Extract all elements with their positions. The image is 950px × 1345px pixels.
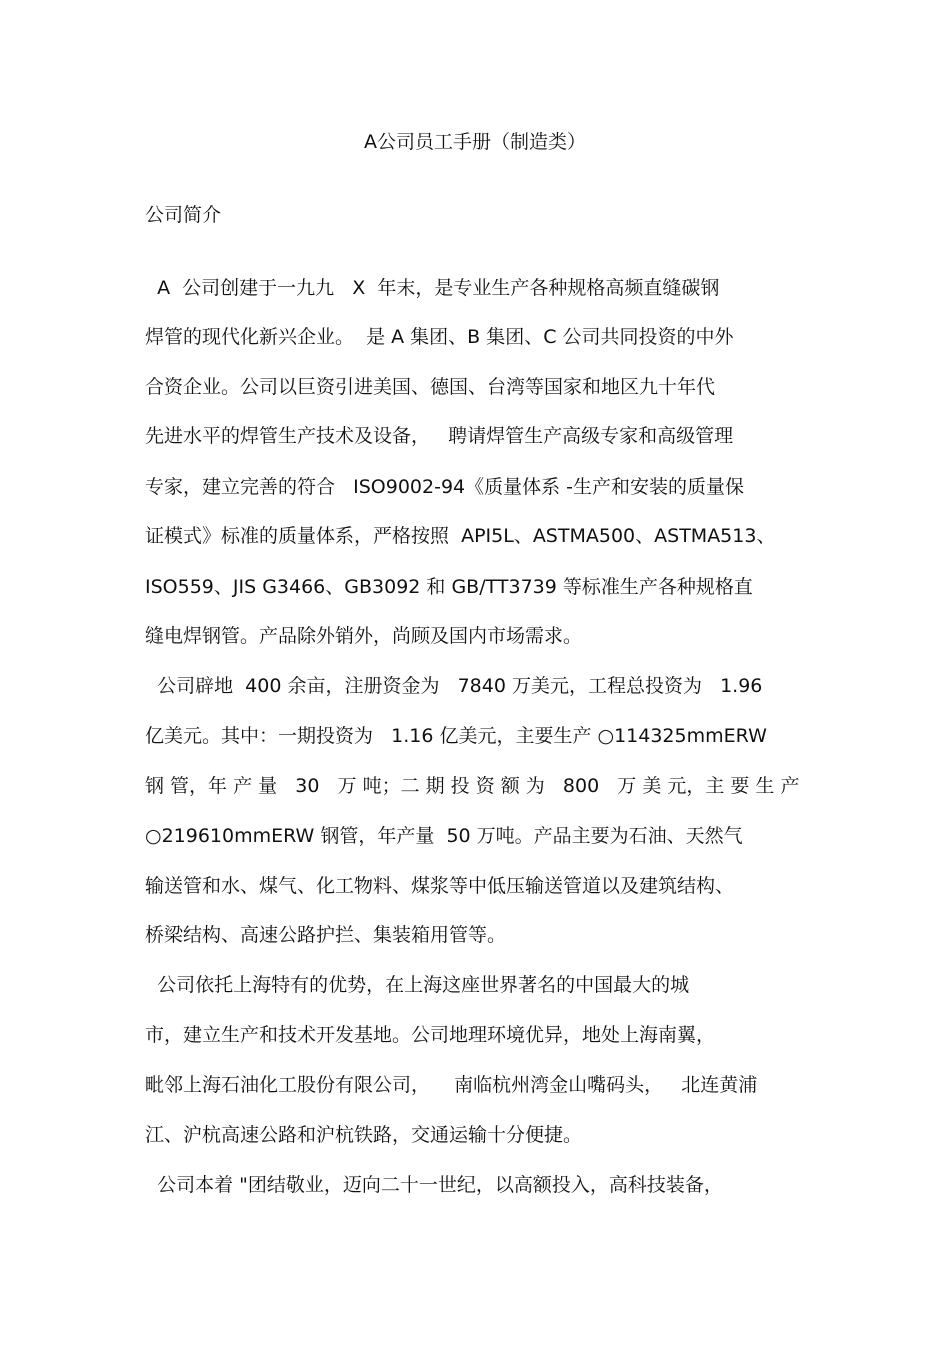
paragraph-1-line-4: 先进水平的焊管生产技术及设备， 聘请焊管生产高级专家和高级管理	[145, 425, 734, 447]
paragraph-2-line-2: 亿美元。其中：一期投资为 1.16 亿美元，主要生产 ○114325mmERW	[145, 725, 767, 747]
paragraph-3-line-4: 江、沪杭高速公路和沪杭铁路，交通运输十分便捷。	[145, 1124, 583, 1146]
paragraph-1-line-6: 证模式》标准的质量体系，严格按照 API5L、ASTMA500、ASTMA513、	[145, 525, 776, 547]
paragraph-2-line-4: ○219610mmERW 钢管，年产量 50 万吨。产品主要为石油、天然气	[145, 825, 743, 847]
paragraph-3-line-2: 市，建立生产和技术开发基地。公司地理环境优异，地处上海南翼，	[145, 1024, 716, 1046]
paragraph-1-line-5: 专家，建立完善的符合 ISO9002-94《质量体系 -生产和安装的质量保	[145, 476, 745, 498]
paragraph-3-line-3: 毗邻上海石油化工股份有限公司， 南临杭州湾金山嘴码头， 北连黄浦	[145, 1074, 758, 1096]
paragraph-1-line-8: 缝电焊钢管。产品除外销外，尚顾及国内市场需求。	[145, 625, 583, 647]
paragraph-1-line-7: ISO559、JIS G3466、GB3092 和 GB/TT3739 等标准生产各种规格直	[145, 576, 753, 598]
paragraph-2-line-1: 公司辟地 400 余亩，注册资金为 7840 万美元，工程总投资为 1.96	[145, 675, 763, 697]
document-title: A公司员工手册（制造类）	[364, 131, 586, 153]
paragraph-1-line-3: 合资企业。公司以巨资引进美国、德国、台湾等国家和地区九十年代	[145, 376, 716, 398]
paragraph-2-line-3: 钢 管，年 产 量 30 万 吨；二 期 投 资 额 为 800 万 美 元，主 要 生 产	[145, 775, 800, 797]
paragraph-3-line-1: 公司依托上海特有的优势，在上海这座世界著名的中国最大的城	[145, 974, 690, 996]
paragraph-1-line-2: 焊管的现代化新兴企业。 是 A 集团、B 集团、C 公司共同投资的中外	[145, 326, 734, 348]
paragraph-2-line-5: 输送管和水、煤气、化工物料、煤浆等中低压输送管道以及建筑结构、	[145, 875, 735, 897]
paragraph-4-line-1: 公司本着 "团结敬业，迈向二十一世纪，以高额投入，高科技装备，	[145, 1174, 723, 1196]
paragraph-1-line-1: A 公司创建于一九九 X 年末，是专业生产各种规格高频直缝碳钢	[145, 277, 720, 299]
paragraph-2-line-6: 桥梁结构、高速公路护拦、集装箱用管等。	[145, 924, 507, 946]
section-heading: 公司简介	[145, 204, 222, 226]
